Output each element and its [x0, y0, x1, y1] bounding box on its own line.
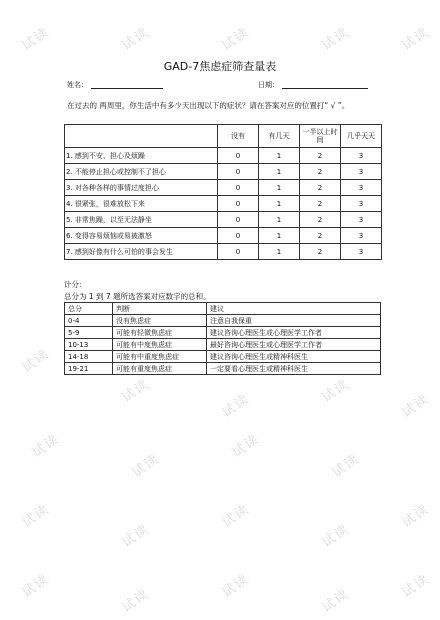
question-cell: 5. 非常焦躁，以至无法静坐: [65, 212, 218, 228]
watermark: 试读: [319, 376, 353, 406]
advice-cell: 一定要看心理医生或精神科医生: [207, 363, 381, 375]
score-range-cell: 0-4: [65, 315, 113, 327]
watermark: 试读: [319, 521, 353, 551]
score-option[interactable]: 1: [259, 212, 300, 228]
score-option[interactable]: 0: [218, 196, 259, 212]
score-option[interactable]: 3: [341, 228, 382, 244]
watermark: 试读: [229, 431, 263, 461]
table-header-row: [65, 125, 382, 148]
watermark: 试读: [399, 571, 433, 601]
question-cell: 4. 很紧张，很难放松下来: [65, 196, 218, 212]
table-row: [65, 315, 381, 327]
score-option[interactable]: 1: [259, 196, 300, 212]
score-option[interactable]: 3: [341, 212, 382, 228]
header-cell: 有几天: [259, 125, 300, 148]
header-cell-empty: [65, 125, 218, 148]
score-option[interactable]: 2: [300, 180, 341, 196]
score-option[interactable]: 0: [218, 228, 259, 244]
scoring-description: 总分为 1 到 7 题所选答案对应数字的总和。: [64, 292, 211, 301]
date-field[interactable]: [282, 88, 368, 89]
score-option[interactable]: 2: [300, 148, 341, 164]
question-cell: 6. 变得容易烦恼或易被激怒: [65, 228, 218, 244]
judgement-cell: 可能有重度焦虑症: [113, 363, 207, 375]
score-option[interactable]: 2: [300, 164, 341, 180]
advice-cell: 建议咨询心理医生或精神科医生: [207, 351, 381, 363]
watermark: 试读: [119, 521, 153, 551]
watermark: 试读: [319, 24, 353, 54]
score-option[interactable]: 3: [341, 180, 382, 196]
name-field[interactable]: [91, 88, 163, 89]
instruction-text: 在过去的 两周里，你生活中有多少天出现以下的症状？请在答案对应的位置打“ √ ”。: [67, 101, 350, 110]
page-title: GAD-7焦虑症筛查量表: [163, 60, 277, 73]
watermark: 试读: [219, 24, 253, 54]
watermark: 试读: [399, 391, 433, 421]
watermark: 试读: [119, 376, 153, 406]
table-row: [65, 327, 381, 339]
score-option[interactable]: 1: [259, 164, 300, 180]
question-cell: 2. 不能停止担心或控制不了担心: [65, 164, 218, 180]
advice-cell: 建议咨询心理医生或心理医学工作者: [207, 327, 381, 339]
score-option[interactable]: 1: [259, 180, 300, 196]
score-option[interactable]: 3: [341, 196, 382, 212]
score-option[interactable]: 0: [218, 212, 259, 228]
scoring-table: [64, 302, 381, 375]
scoring-heading: 计分：: [64, 280, 87, 289]
watermark: 试读: [29, 431, 63, 461]
header-cell: 判断: [113, 303, 207, 315]
score-range-cell: 14-18: [65, 351, 113, 363]
header-cell: 几乎天天: [341, 125, 382, 148]
watermark: 试读: [19, 501, 53, 531]
judgement-cell: 可能有轻微焦虑症: [113, 327, 207, 339]
score-option[interactable]: 0: [218, 148, 259, 164]
score-option[interactable]: 2: [300, 196, 341, 212]
table-row: [65, 339, 381, 351]
watermark: 试读: [219, 571, 253, 601]
advice-cell: 注意自我保重: [207, 315, 381, 327]
watermark: 试读: [319, 586, 353, 616]
questionnaire-table: [64, 124, 382, 260]
table-row: [65, 148, 382, 164]
watermark: 试读: [399, 24, 433, 54]
table-row: [65, 164, 382, 180]
table-row: [65, 244, 382, 260]
question-cell: 7. 感到好像有什么可怕的事会发生: [65, 244, 218, 260]
table-row: [65, 212, 382, 228]
judgement-cell: 可能有中重度焦虑症: [113, 351, 207, 363]
watermark: 试读: [129, 451, 163, 481]
score-option[interactable]: 0: [218, 164, 259, 180]
judgement-cell: 没有焦虑症: [113, 315, 207, 327]
header-cell: 没有: [218, 125, 259, 148]
score-option[interactable]: 1: [259, 244, 300, 260]
judgement-cell: 可能有中度焦虑症: [113, 339, 207, 351]
score-option[interactable]: 2: [300, 228, 341, 244]
score-range-cell: 10-13: [65, 339, 113, 351]
score-range-cell: 19-21: [65, 363, 113, 375]
watermark: 试读: [19, 346, 53, 376]
header-cell: 建议: [207, 303, 381, 315]
watermark: 试读: [219, 391, 253, 421]
score-option[interactable]: 0: [218, 180, 259, 196]
score-option[interactable]: 1: [259, 148, 300, 164]
table-row: [65, 228, 382, 244]
watermark: 试读: [329, 451, 363, 481]
table-row: [65, 351, 381, 363]
watermark: 试读: [119, 586, 153, 616]
score-range-cell: 5-9: [65, 327, 113, 339]
score-option[interactable]: 2: [300, 212, 341, 228]
table-header-row: [65, 303, 381, 315]
table-row: [65, 363, 381, 375]
score-option[interactable]: 3: [341, 244, 382, 260]
score-option[interactable]: 1: [259, 228, 300, 244]
date-label: 日期：: [258, 81, 279, 89]
watermark: 试读: [219, 501, 253, 531]
question-cell: 1. 感到不安、担心及烦躁: [65, 148, 218, 164]
score-option[interactable]: 3: [341, 148, 382, 164]
watermark: 试读: [19, 24, 53, 54]
name-label: 姓名：: [67, 81, 88, 89]
score-option[interactable]: 0: [218, 244, 259, 260]
advice-cell: 最好咨询心理医生或心理医学工作者: [207, 339, 381, 351]
score-option[interactable]: 2: [300, 244, 341, 260]
header-cell: 总分: [65, 303, 113, 315]
watermark: 试读: [119, 24, 153, 54]
score-option[interactable]: 3: [341, 164, 382, 180]
table-row: [65, 196, 382, 212]
table-row: [65, 180, 382, 196]
watermark: 试读: [399, 501, 433, 531]
watermark: 试读: [19, 571, 53, 601]
header-cell: 一半以上时间: [300, 125, 341, 148]
question-cell: 3. 对各种各样的事情过度担心: [65, 180, 218, 196]
